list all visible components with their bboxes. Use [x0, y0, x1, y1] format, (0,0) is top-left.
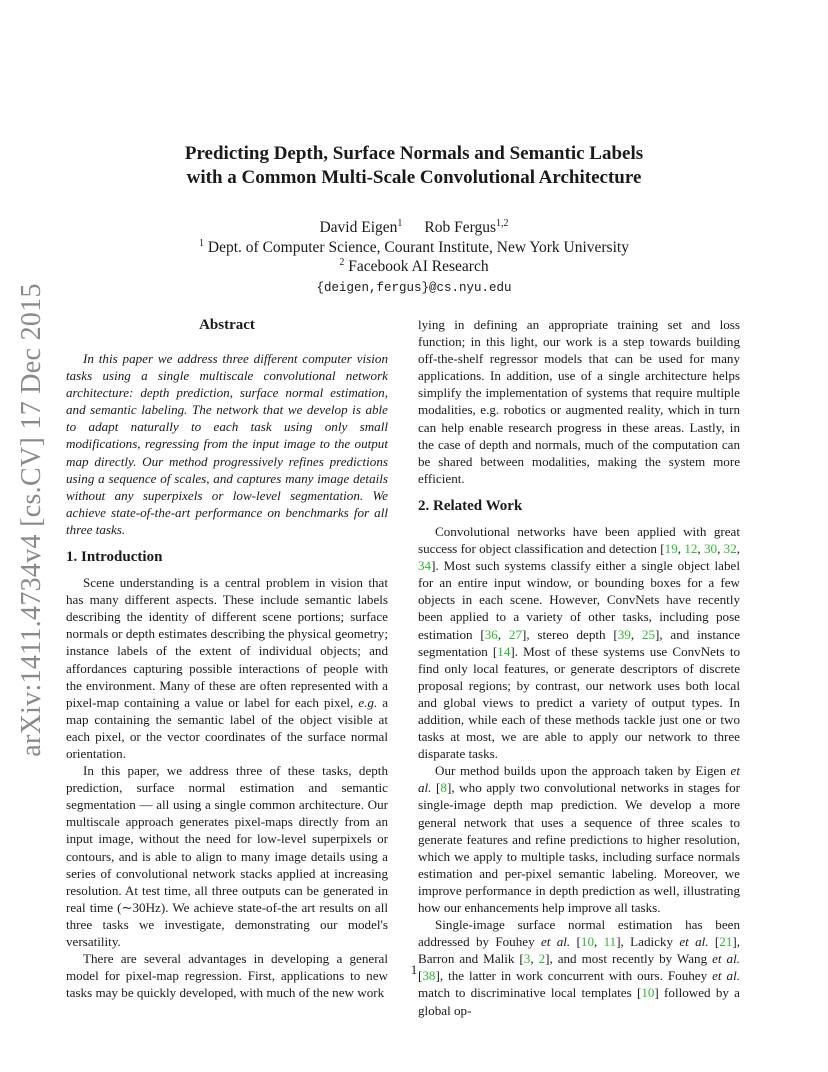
page-number: 1: [410, 962, 418, 977]
author-1: David Eigen: [319, 219, 398, 236]
citation-link[interactable]: 19: [664, 541, 678, 557]
abstract-heading: Abstract: [199, 317, 255, 333]
citation-link[interactable]: 3: [523, 951, 531, 967]
intro-paragraph-1: Scene understanding is a central problem in vision that has many different aspects. These include semantic labels describing the identity of different scene portions; surface normals or depth estimates describing the physical geometry; instance labels of the extent of individual objects; and affordances capturing possible interactions of people with the environment. Many of these are often represented with a pixel-map containing a value or label for each pixel, e.g. a map containing the semantic label of the object visible at each pixel, or the vector coordinates of the surface normal orientation.: [66, 575, 388, 761]
citation-link[interactable]: 27: [508, 626, 522, 642]
author-2-affiliation-mark: 1,2: [496, 217, 509, 229]
citation-link[interactable]: 39: [617, 626, 631, 642]
section-heading-introduction: 1. Introduction: [66, 549, 163, 566]
affiliation-1-mark: 1: [199, 237, 205, 249]
intro-paragraph-3: There are several advantages in developing a general model for pixel-map regression. First, applications to new tasks may be quickly developed, with much of the new work: [66, 951, 388, 1001]
related-paragraph-3: Single-image surface normal estimation has been addressed by Fouhey et al. [10, 11], Ladicky et al. [21], Barron and Malik [3, 2], and most recently by Wang et al. [38], the latter in work concurrent with ours. Fouhey et al. match to discriminative local templates [10] followed by a global op-: [418, 917, 741, 1018]
title-line-1: Predicting Depth, Surface Normals and Semantic Labels: [184, 143, 644, 164]
affiliation-1-text: Dept. of Computer Science, Courant Institute, New York University: [207, 238, 629, 256]
affiliation-2-text: Facebook AI Research: [348, 258, 489, 275]
affiliation-1: [80, 238, 748, 258]
intro-paragraph-2: In this paper, we address three of these tasks, depth prediction, surface normal estimation and semantic segmentation — all using a single common architecture. Our multiscale approach generates pixel-maps directly from an input image, without the need for low-level superpixels or contours, and is able to align to many image details using a series of convolutional network stacks applied at increasing resolution. At test time, all three outputs can be generated in real time (∼30Hz). We achieve state-of-the art results on all three tasks we investigate, demonstrating our model's versatility.: [66, 763, 388, 949]
citation-link[interactable]: 2: [538, 951, 546, 967]
author-names: [80, 218, 748, 238]
citation-link[interactable]: 10: [580, 934, 594, 950]
related-paragraph-2: Our method builds upon the approach taken by Eigen et al. [8], who apply two convolutional networks in stages for single-image depth map prediction. We develop a more general network that uses a sequence of three scales to generate features and refine predictions to higher resolution, which we apply to multiple tasks, including surface normals estimation and per-pixel semantic labeling. Moreover, we improve performance in depth prediction as well, illustrating how our enhancements help improve all tasks.: [418, 763, 740, 915]
title-line-2: with a Common Multi-Scale Convolutional Architecture: [186, 167, 642, 188]
paper-title: [80, 142, 748, 190]
citation-link[interactable]: 11: [603, 934, 617, 950]
intro-paragraph-3-continued: lying in defining an appropriate training set and loss function; in this light, our work is a step towards building off-the-shelf regressor models that can be used for many applications. In addition, use of a single architecture helps simplify the implementation of systems that require multiple modalities, e.g. robotics or augmented reality, which in turn can help enable research progress in these areas. Lastly, in the case of depth and normals, much of the computation can be shared between modalities, making the system more efficient.: [418, 317, 740, 486]
abstract-text: In this paper we address three different computer vision tasks using a single multiscale convolutional network architecture: depth prediction, surface normal estimation, and semantic labeling. The network that we develop is able to adapt naturally to each task using only small modifications, regressing from the input image to the output map directly. Our method progressively refines predictions using a sequence of scales, and captures many image details without any superpixels or low-level segmentation. We achieve state-of-the-art performance on benchmarks for all three tasks.: [66, 351, 388, 537]
author-2: Rob Fergus: [424, 219, 497, 236]
affiliation-2: [80, 257, 748, 277]
citation-link[interactable]: 32: [723, 541, 737, 557]
citation-link[interactable]: 12: [684, 541, 698, 557]
author-1-affiliation-mark: 1: [397, 217, 403, 229]
affiliation-2-mark: 2: [339, 256, 345, 268]
arxiv-identifier: arXiv:1411.4734v4 [cs.CV] 17 Dec 2015: [16, 283, 48, 757]
arxiv-sidebar: [12, 283, 52, 757]
citation-link[interactable]: 36: [484, 626, 498, 642]
citation-link[interactable]: 34: [418, 558, 432, 574]
left-column: [66, 316, 388, 1001]
author-block: [80, 218, 748, 298]
citation-link[interactable]: 25: [641, 626, 655, 642]
section-heading-related-work: 2. Related Work: [418, 497, 523, 514]
related-paragraph-1: Convolutional networks have been applied with great success for object classification and detection [19, 12, 30, 32, 34]. Most such systems classify either a single object label for an entire input window, or bounding boxes for a few objects in each scene. However, ConvNets have recently been applied to a variety of other tasks, including pose estimation [36, 27], stereo depth [39, 25], and instance segmentation [14]. Most of these systems use ConvNets to find only local features, or generate descriptors of discrete proposal regions; by contrast, our network uses both local and global views to predict a variety of output types. In addition, while each of these methods tackle just one or two tasks at most, we are able to apply our network to three disparate tasks.: [418, 523, 741, 762]
citation-link[interactable]: 10: [641, 985, 655, 1001]
citation-link[interactable]: 21: [719, 934, 733, 950]
citation-link[interactable]: 8: [440, 780, 447, 796]
citation-link[interactable]: 38: [422, 968, 436, 984]
author-email: {deigen,fergus}@cs.nyu.edu: [316, 280, 512, 295]
right-column: [418, 316, 740, 1019]
citation-link[interactable]: 14: [497, 643, 511, 659]
citation-link[interactable]: 30: [703, 541, 718, 557]
